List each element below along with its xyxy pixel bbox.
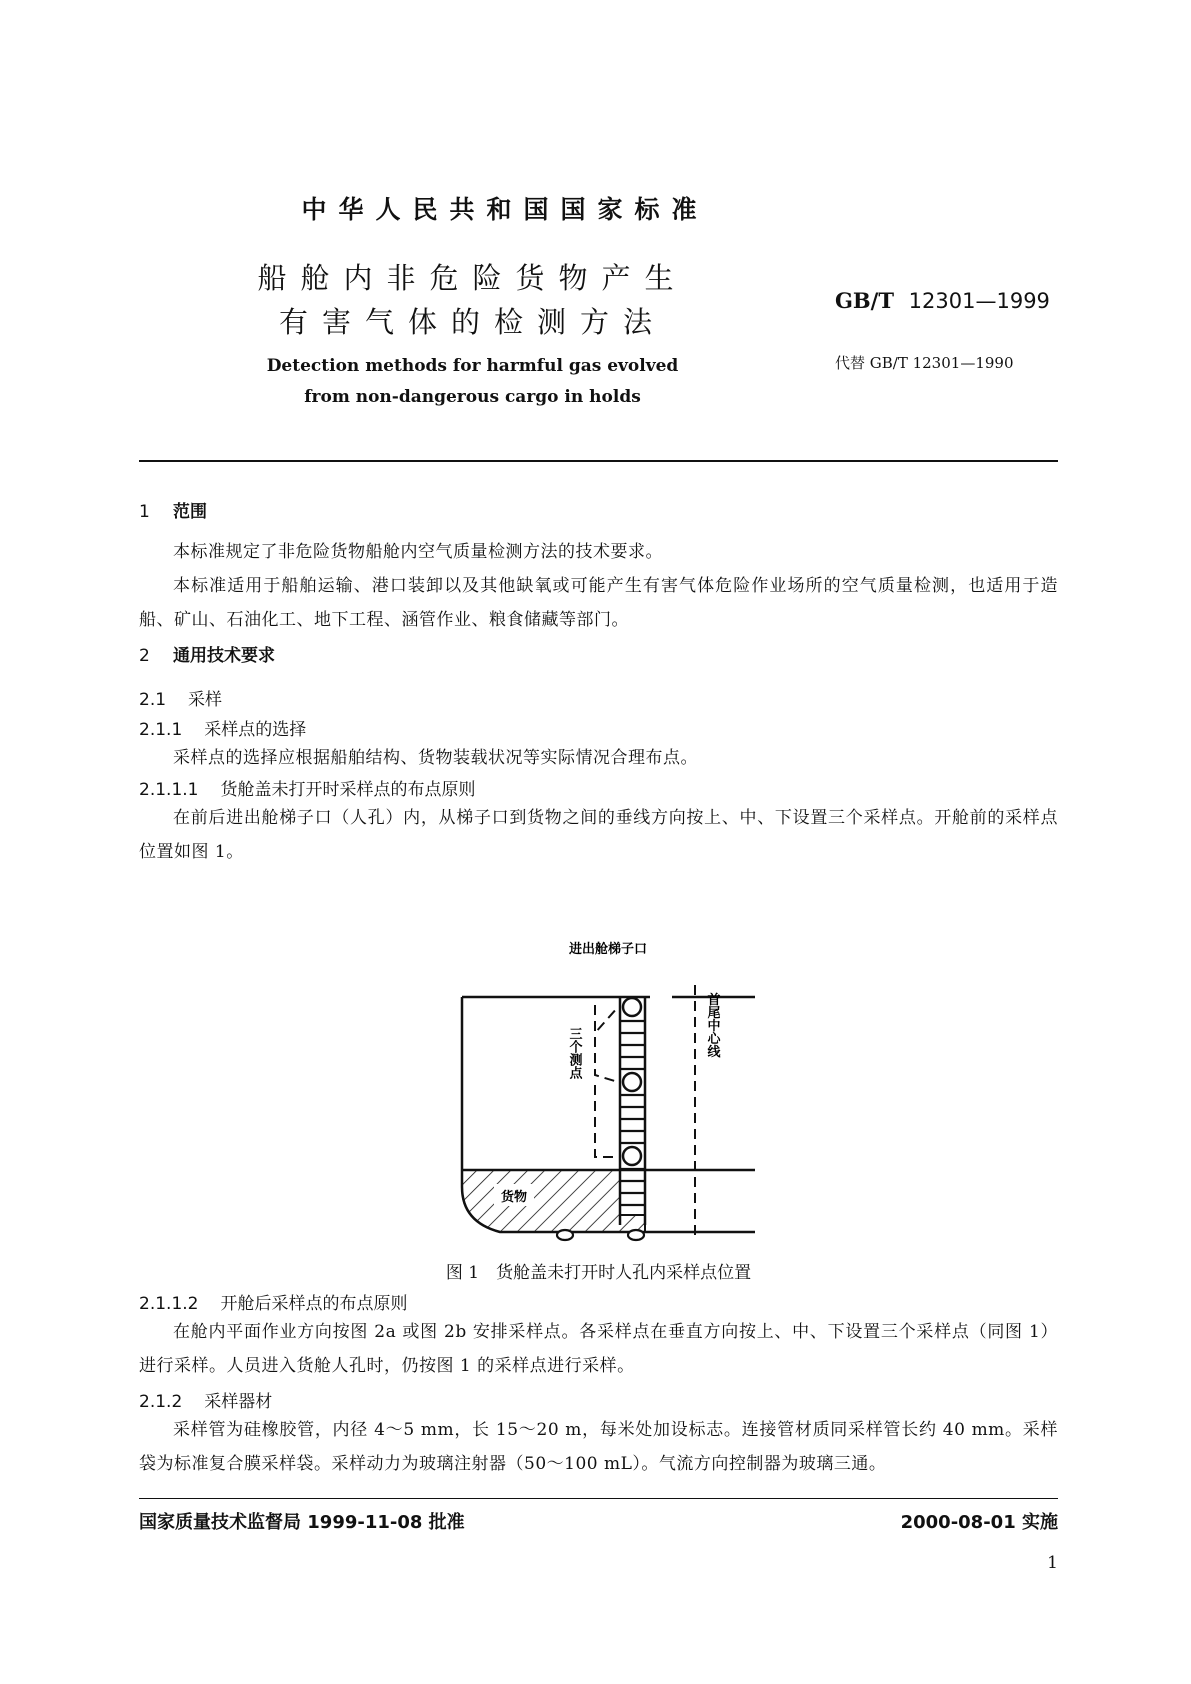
- ladder-entrance-label: 进出舱梯子口: [568, 942, 648, 957]
- subsection-2-1-1-heading: [139, 715, 306, 740]
- subsection-2-1-1-1-para: 在前后进出舱梯子口（人孔）内，从梯子口到货物之间的垂线方向按上、中、下设置三个采样点。开舱前的采样点位置如图 1。: [139, 808, 1058, 862]
- subsection-2-1-2-number: 2.1.2: [139, 1392, 183, 1412]
- title-en-line1: Detection methods for harmful gas evolved: [266, 356, 679, 376]
- sampling-point-middle: [623, 1073, 641, 1091]
- section-1-para2: 本标准适用于船舶运输、港口装卸以及其他缺氧或可能产生有害气体危险作业场所的空气质量检测，也适用于造船、矿山、石油化工、地下工程、涵管作业、粮食储藏等部门。: [139, 576, 1058, 630]
- standard-type-heading: 中华人民共和国国家标准: [301, 195, 709, 224]
- subsection-2-1-1-1-number: 2.1.1.1: [139, 780, 199, 800]
- approval-note: 国家质量技术监督局 1999-11-08 批准: [139, 1512, 465, 1533]
- section-2-title: 通用技术要求: [173, 646, 275, 666]
- section-1-number: 1: [139, 502, 150, 522]
- title-en-line2: from non-dangerous cargo in holds: [304, 387, 641, 407]
- implementation-date: 2000-08-01 实施: [900, 1512, 1058, 1533]
- ladder-rungs: [620, 1021, 645, 1205]
- subsection-2-1-number: 2.1: [139, 690, 167, 710]
- section-2-number: 2: [139, 646, 150, 666]
- subsection-2-1-1-2-title: 开舱后采样点的布点原则: [220, 1294, 408, 1314]
- bottom-fitting-left: [557, 1230, 573, 1240]
- figure-1-diagram: [450, 925, 760, 1245]
- sampling-point-upper: [623, 998, 641, 1016]
- subsection-2-1-title: 采样: [188, 690, 223, 710]
- section-1-heading: [139, 497, 207, 522]
- subsection-2-1-2-heading: [139, 1387, 272, 1412]
- subsection-2-1-2-para: 采样管为硅橡胶管，内径 4～5 mm，长 15～20 m，每米处加设标志。连接管材质同采样管长约 40 mm。采样袋为标准复合膜采样袋。采样动力为玻璃注射器（50～100 mL）。气流方向控制器为玻璃三通。: [139, 1420, 1058, 1474]
- subsection-2-1-heading: [139, 685, 222, 710]
- measurement-bracket: [595, 1005, 618, 1157]
- page-number: 1: [1047, 1553, 1058, 1573]
- header-divider: [139, 460, 1058, 462]
- cargo-label: 货物: [500, 1190, 528, 1205]
- subsection-2-1-1-2-para: 在舱内平面作业方向按图 2a 或图 2b 安排采样点。各采样点在垂直方向按上、中、下设置三个采样点（同图 1）进行采样。人员进入货舱人孔时，仍按图 1 的采样点进行采样。: [139, 1322, 1058, 1376]
- section-1-para1: 本标准规定了非危险货物船舱内空气质量检测方法的技术要求。: [173, 542, 663, 562]
- cargo-area: [462, 1170, 645, 1232]
- subsection-2-1-1-1-heading: [139, 775, 475, 800]
- section-1-title: 范围: [173, 502, 207, 522]
- three-points-label: 三个测点: [566, 1027, 582, 1079]
- standard-code: [835, 288, 1050, 313]
- subsection-2-1-1-1-title: 货舱盖未打开时采样点的布点原则: [220, 780, 476, 800]
- section-2-heading: [139, 641, 275, 666]
- footer-divider: [139, 1498, 1058, 1499]
- subsection-2-1-1-para: 采样点的选择应根据船舶结构、货物装载状况等实际情况合理布点。: [173, 748, 698, 768]
- bottom-fitting-right: [628, 1230, 644, 1240]
- code-number: 12301—1999: [908, 289, 1050, 313]
- title-cn-line2: 有害气体的检测方法: [278, 305, 666, 339]
- replaces-note: 代替 GB/T 12301—1990: [835, 354, 1014, 372]
- code-prefix: GB/T: [835, 288, 894, 313]
- figure-1-caption: 图 1 货舱盖未打开时人孔内采样点位置: [445, 1263, 752, 1283]
- title-cn-line1: 船舱内非危险货物产生: [257, 261, 688, 295]
- subsection-2-1-1-2-heading: [139, 1289, 407, 1314]
- centerline-label: 首尾中心线: [704, 992, 720, 1058]
- subsection-2-1-1-number: 2.1.1: [139, 720, 183, 740]
- subsection-2-1-2-title: 采样器材: [204, 1392, 273, 1412]
- sampling-point-lower: [623, 1147, 641, 1165]
- subsection-2-1-1-title: 采样点的选择: [204, 720, 307, 740]
- subsection-2-1-1-2-number: 2.1.1.2: [139, 1294, 199, 1314]
